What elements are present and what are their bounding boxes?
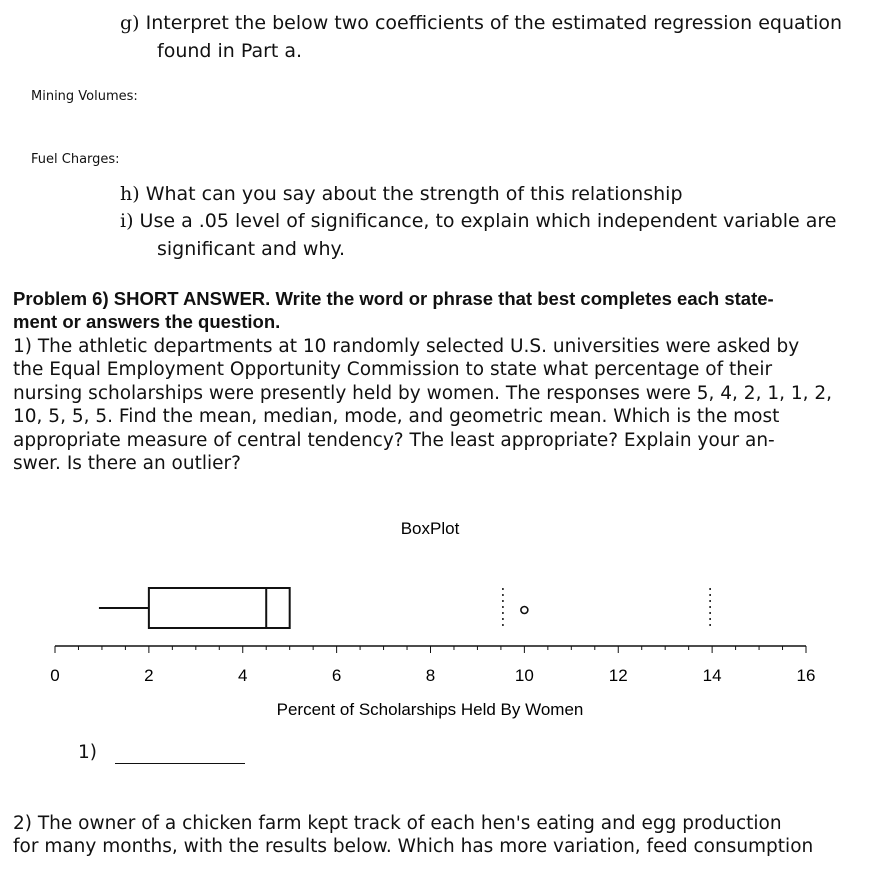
problem6-heading-line1: Problem 6) SHORT ANSWER. Write the word or phrase that best completes each state- [13, 288, 774, 309]
question-1-line: swer. Is there an outlier? [13, 453, 241, 475]
x-tick-label: 2 [144, 666, 154, 685]
question-1 [13, 335, 832, 475]
part-i-line2: significant and why. [157, 238, 346, 260]
part-g-letter: g) [120, 12, 140, 34]
x-tick-label: 10 [514, 666, 534, 685]
question-1-line: appropriate measure of central tendency? The least appropriate? Explain your an- [13, 429, 775, 451]
question-2 [13, 812, 813, 859]
part-g-line1 [120, 12, 842, 34]
chart-title: BoxPlot [400, 519, 460, 538]
question-1-line: 10, 5, 5, 5. Find the mean, median, mode, and geometric mean. Which is the most [13, 406, 780, 428]
x-tick-label: 6 [331, 666, 342, 685]
x-tick-label: 0 [50, 666, 60, 685]
iqr-box [149, 588, 290, 628]
part-h-letter: h) [120, 183, 140, 205]
part-i-letter: i) [120, 210, 134, 232]
part-h-text: What can you say about the strength of this relationship [145, 183, 683, 205]
outlier-point [521, 607, 528, 614]
problem6-heading-line2: ment or answers the question. [13, 311, 281, 332]
question-1-line: 1) The athletic departments at 10 randomly selected U.S. universities were asked by [13, 336, 800, 357]
fuel-charges-label: Fuel Charges: [31, 152, 120, 167]
x-tick-label: 4 [238, 666, 248, 685]
question-1-line: the Equal Employment Opportunity Commission to state what percentage of their [13, 359, 773, 381]
boxplot-chart [0, 500, 871, 730]
answer-1 [78, 741, 245, 764]
question-2-line: 2) The owner of a chicken farm kept track of each hen's eating and egg production [13, 813, 782, 834]
mining-volumes-label: Mining Volumes: [31, 89, 138, 104]
answer-1-label: 1) [78, 742, 97, 763]
part-i-line1 [120, 210, 836, 232]
x-tick-label: 8 [425, 666, 436, 685]
x-tick-label: 12 [608, 666, 628, 685]
part-g-text: Interpret the below two coefficients of the estimated regression equation [145, 12, 843, 34]
part-g-line2: found in Part a. [157, 40, 303, 62]
answer-1-blank[interactable] [115, 745, 245, 764]
x-tick-label: 14 [702, 666, 722, 685]
x-tick-label: 16 [796, 666, 816, 685]
x-axis-label: Percent of Scholarships Held By Women [276, 700, 584, 719]
part-h-line [120, 183, 683, 205]
part-i-text: Use a .05 level of significance, to explain which independent variable are [139, 210, 837, 232]
question-1-line: nursing scholarships were presently held by women. The responses were 5, 4, 2, 1, 1, 2, [13, 382, 833, 404]
question-2-line: for many months, with the results below. Which has more variation, feed consumption [13, 836, 814, 858]
